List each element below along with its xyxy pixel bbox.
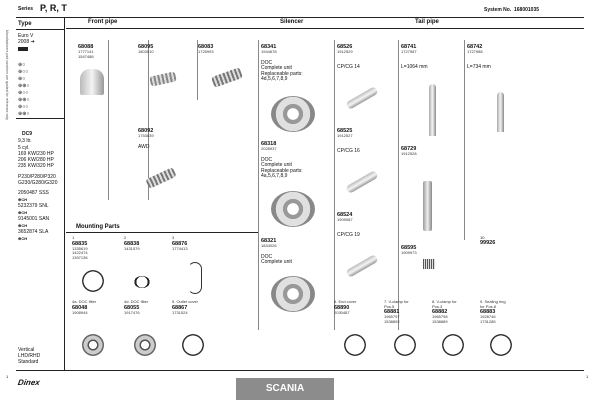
mounting-filter-image — [82, 334, 104, 356]
mounting-ring-image — [182, 334, 204, 356]
mounting-part-68890[interactable] — [334, 300, 382, 366]
power-3: 235 KW/320 HP — [18, 163, 54, 169]
page-number-right: 1 — [586, 374, 589, 379]
mounting-part-number: 68055 — [124, 304, 140, 311]
part-68095[interactable]: 68095 1803510 — [138, 44, 188, 104]
system-label: System No. — [484, 7, 512, 13]
year-label: 2008 ➜ — [18, 39, 35, 45]
mounting-index: 7. V-clamp for Pos.5 — [384, 299, 409, 309]
brand-logo: Dinex — [17, 378, 41, 387]
col-sep-6 — [398, 40, 399, 330]
part-68524[interactable]: 68524 1909087 CP/CG 19 — [337, 212, 395, 292]
part-68088[interactable]: 68088 1777141 1547488 — [78, 44, 106, 104]
part-68092[interactable]: 68092 1753839 AWD — [138, 128, 188, 198]
bent-pipe-image-3 — [345, 254, 378, 278]
mounting-ref-numbers: 1774413 — [172, 245, 188, 251]
footer-rule — [16, 370, 584, 371]
type-rule — [16, 29, 64, 30]
chassis-code-2: 5232379 SNL — [18, 203, 49, 209]
part-68729[interactable]: 68729 1912528 — [401, 146, 461, 236]
page-number-left: 1 — [6, 374, 9, 379]
flex-pipe-2-image — [211, 67, 243, 88]
silencer-image-3 — [271, 276, 315, 312]
part-68083[interactable]: 68083 1725993 — [198, 44, 253, 104]
cylinders: 5 cyl. — [18, 145, 30, 151]
mounting-part-number: 68835 — [72, 240, 88, 247]
mounting-ref-numbers: 2030487 — [334, 309, 350, 315]
models-2: G230/G280/G320 — [18, 180, 58, 186]
mounting-index: 4a. DOC filter — [72, 299, 97, 304]
mounting-part-68055[interactable] — [124, 300, 172, 366]
part-99926[interactable]: 10 99926 — [480, 235, 496, 246]
silencer-heading: Silencer — [280, 19, 304, 25]
info-rule — [16, 118, 64, 119]
power-1: 169 KW/230 HP — [18, 151, 54, 157]
series-label: Series — [18, 6, 34, 12]
mounting-index: 2 — [124, 235, 127, 240]
mounting-rule — [66, 232, 258, 233]
mounting-part-68048[interactable] — [72, 300, 120, 366]
mounting-part-68838[interactable] — [124, 236, 172, 302]
mounting-part-number: 68882 — [432, 309, 448, 315]
side-note: Manufacturers part numbers are quoted for reference only — [5, 30, 9, 120]
displacement: 9,3 ltr. — [18, 138, 32, 144]
mounting-ring-image — [394, 334, 416, 356]
part-68526[interactable]: 68526 1912529 CP/CG 14 — [337, 44, 395, 124]
mounting-part-number: 68890 — [334, 304, 350, 311]
make-label: SCANIA — [265, 383, 305, 394]
part-68321[interactable]: 68321 1834026 DOC Complete unit — [261, 238, 331, 328]
mounting-part-68881[interactable] — [384, 300, 432, 366]
mounting-index: 9. Sealing ring for Pos.8 — [480, 299, 506, 309]
part-68318[interactable]: 68318 2028937 DOC Complete unit Replaceable parts: 4a,5,6,7,8,9 — [261, 141, 331, 231]
make-banner — [236, 378, 334, 400]
truck-icon — [18, 47, 28, 51]
engine-code: DC9 — [22, 131, 33, 137]
mounting-part-number: 68883 — [480, 309, 496, 315]
mounting-part-number: 68876 — [172, 240, 188, 247]
silencer-image-2 — [271, 191, 315, 227]
mounting-ring-image — [490, 334, 512, 356]
system-value: 168001035 — [514, 7, 540, 13]
tail-pipe-short-image — [497, 92, 504, 132]
front-pipe-image — [80, 69, 104, 95]
mounting-index: 8. V-clamp for Pos.3 — [432, 299, 457, 309]
axle-icon-6: ⊕⊕○ — [18, 97, 30, 103]
axle-icon-5: ⊕○○ — [18, 90, 29, 96]
mounting-ref-numbers: 1335619 1422474 1397136 — [72, 245, 88, 260]
mounting-ring-image — [442, 334, 464, 356]
mounting-ref-numbers: 1908944 — [72, 309, 88, 315]
ch-label-3: ⊕CH — [18, 223, 28, 228]
models-1: P230/P280/P320 — [18, 174, 56, 180]
mounting-index: 5. Outlet cover — [172, 299, 199, 304]
bent-pipe-image-1 — [345, 86, 378, 110]
mounting-ring-image — [82, 270, 104, 292]
mounting-ref-numbers: 1965797 1538892 — [384, 314, 400, 324]
orientation: Vertical — [18, 347, 35, 353]
axle-icon-4: ⊕⊕○ — [18, 83, 30, 89]
mounting-heading: Mounting Parts — [76, 224, 120, 230]
mounting-part-number: 68881 — [384, 309, 400, 315]
col-sep-4 — [258, 40, 259, 330]
mounting-part-number: 68838 — [124, 240, 140, 247]
mounting-part-68883[interactable] — [480, 300, 528, 366]
type-label: Type — [18, 21, 32, 27]
ch-label-4: ⊕CH — [18, 236, 28, 241]
mounting-index: 3 — [172, 235, 175, 240]
front-pipe-heading: Front pipe — [88, 19, 118, 25]
mounting-part-68835[interactable] — [72, 236, 120, 302]
chassis-code-4: 3652874 SLA — [18, 229, 49, 235]
awd-pipe-image — [145, 167, 176, 189]
mounting-ref-numbers: 1965798 1538889 — [432, 314, 448, 324]
section-rule — [66, 28, 584, 29]
part-68525[interactable]: 68525 1912527 CP/CG 16 — [337, 128, 395, 208]
col-sep-7 — [464, 40, 465, 240]
sidebar — [16, 18, 65, 370]
mounting-filter-image — [134, 334, 156, 356]
ch-label-1: ⊕CH — [18, 197, 28, 202]
axle-icon-7: ⊕○○ — [18, 104, 29, 110]
mounting-part-68882[interactable] — [432, 300, 480, 366]
axle-icon-2: ⊕○○ — [18, 69, 29, 75]
clamp-image — [423, 259, 435, 269]
mounting-part-68867[interactable] — [172, 300, 220, 366]
axle-icon-3: ⊕○ — [18, 76, 26, 82]
bent-pipe-image-2 — [345, 170, 378, 194]
tail-pipe-heading: Tail pipe — [415, 19, 439, 25]
part-68742[interactable]: 68742 1727988 L=734 mm — [467, 44, 527, 144]
mounting-index: 4d. DOC filter — [124, 299, 149, 304]
mounting-ref-numbers: 1928746 1731285 — [480, 314, 496, 324]
drive-side: LHD/RHD — [18, 353, 41, 359]
bracket-pipe-image — [423, 181, 432, 231]
power-2: 206 KW/280 HP — [18, 157, 54, 163]
col-sep-5 — [334, 40, 335, 330]
mounting-ref-numbers: 1731524 — [172, 309, 188, 315]
mounting-part-number: 68867 — [172, 304, 188, 311]
flex-pipe-image — [149, 71, 177, 86]
standard-label: Standard — [18, 359, 39, 365]
silencer-image-1 — [271, 96, 315, 132]
mounting-part-number: 68048 — [72, 304, 88, 311]
ch-label-2: ⊕CH — [18, 210, 28, 215]
mounting-ref-numbers: 1431579 — [124, 245, 140, 251]
tail-pipe-long-image — [429, 84, 436, 136]
part-68741[interactable]: 68741 1727987 L=1064 mm — [401, 44, 461, 144]
chassis-code-3: 9145001 SAN — [18, 216, 50, 222]
axle-icon-8: ⊕⊕○ — [18, 111, 30, 117]
mounting-index: 1 — [72, 235, 75, 240]
col-sep-1 — [108, 40, 109, 200]
part-68341[interactable]: 68341 1944678 DOC Complete unit Replaceable parts: 4d,5,6,7,8,9 — [261, 44, 331, 134]
part-68595[interactable]: 68595 1909973 — [401, 245, 461, 275]
mounting-index: 6. End cover — [334, 299, 357, 304]
mounting-clamp-image — [134, 276, 150, 288]
chassis-code-1: 2050487 SSS — [18, 190, 49, 196]
axle-icon-1: ⊕○ — [18, 62, 26, 68]
euro-label: Euro V — [18, 33, 34, 39]
header-rule — [16, 17, 584, 18]
mounting-ref-numbers: 1917476 — [124, 309, 140, 315]
mounting-part-68876[interactable] — [172, 236, 220, 302]
mounting-ring-image — [344, 334, 366, 356]
series-value: P, R, T — [40, 3, 67, 13]
mounting-hook-image — [188, 262, 202, 294]
